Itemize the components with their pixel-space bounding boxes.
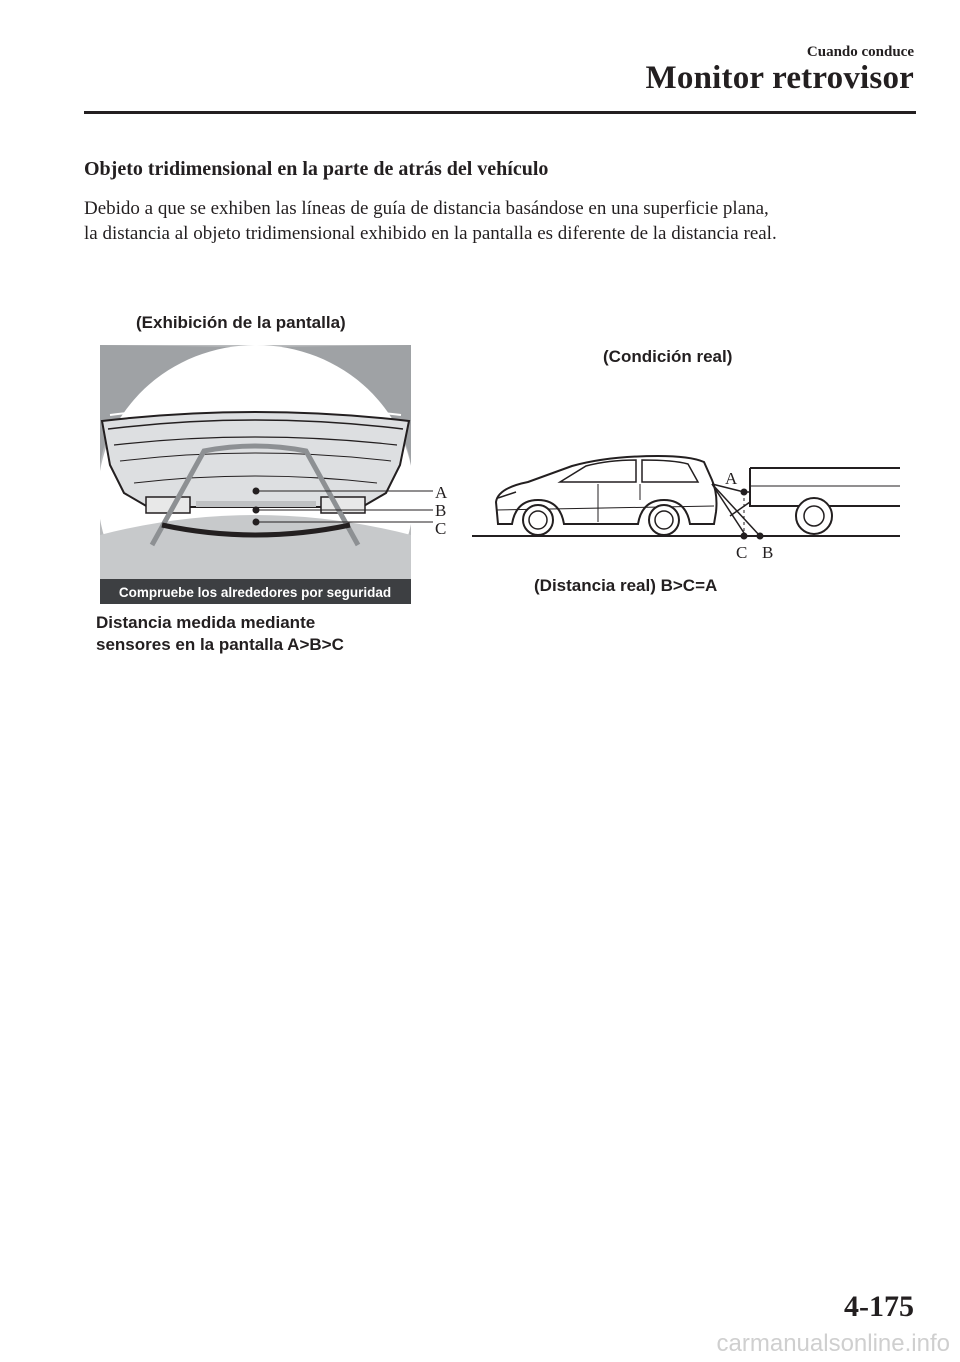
page-number: 4-175 [844, 1290, 914, 1323]
real-label-a: A [725, 469, 738, 488]
real-condition-caption: (Condición real) [603, 347, 733, 366]
trailer-body [750, 468, 900, 506]
real-point-b [757, 533, 764, 540]
body-paragraph [84, 196, 924, 246]
paragraph-line-2: la distancia al objeto tridimensional exhibido en la pantalla es diferente de la distancia real. [84, 223, 777, 244]
screen-label-group [411, 476, 451, 546]
screen-label-a: A [435, 483, 448, 502]
screen-display-illustration [100, 345, 411, 604]
screen-label-b: B [435, 501, 447, 520]
real-label-c: C [736, 543, 748, 562]
chapter-label: Cuando conduce [806, 44, 914, 60]
screen-banner-text: Compruebe los alrededores por seguridad [118, 585, 392, 600]
real-point-a [741, 489, 748, 496]
measured-caption-line-1: Distancia medida mediante [96, 613, 316, 632]
measured-caption-line-2: sensores en la pantalla A>B>C [96, 635, 344, 654]
real-point-c [741, 533, 748, 540]
real-distance-caption: (Distancia real) B>C=A [534, 576, 718, 595]
paragraph-line-1: Debido a que se exhiben las líneas de guía de distancia basándose en una superficie plana, [84, 198, 769, 219]
real-label-b: B [762, 543, 774, 562]
real-condition-illustration [468, 440, 908, 570]
screen-caption: (Exhibición de la pantalla) [136, 313, 346, 332]
section-title: Monitor retrovisor [645, 60, 914, 96]
measured-distance-caption [96, 612, 344, 656]
header-divider [84, 111, 916, 114]
topic-heading: Objeto tridimensional en la parte de atrás del vehículo [84, 158, 549, 180]
watermark-text: carmanualsonline.info [716, 1330, 950, 1357]
screen-label-c: C [435, 519, 447, 538]
